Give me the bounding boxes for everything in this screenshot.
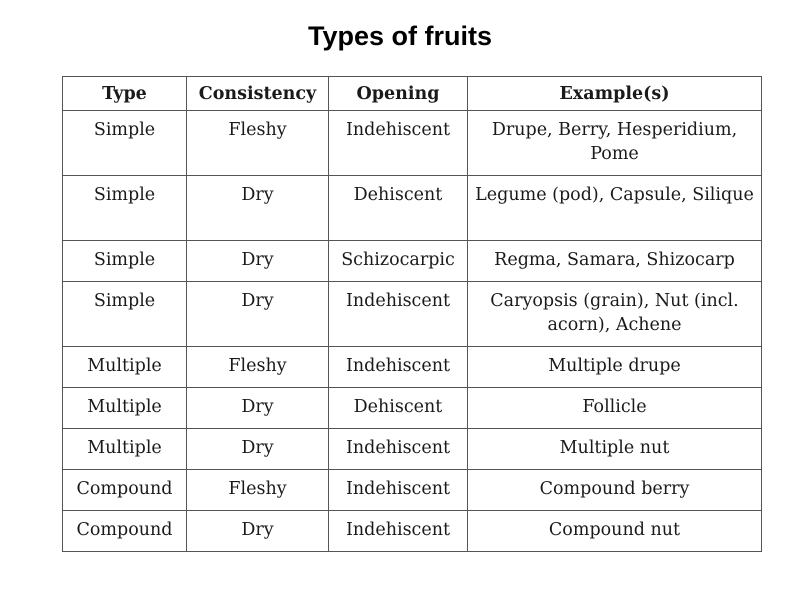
cell-examples: Compound nut bbox=[468, 511, 762, 552]
cell-examples: Follicle bbox=[468, 388, 762, 429]
cell-opening: Schizocarpic bbox=[329, 241, 468, 282]
cell-type: Compound bbox=[63, 511, 187, 552]
cell-opening: Dehiscent bbox=[329, 388, 468, 429]
cell-consistency: Fleshy bbox=[187, 347, 329, 388]
cell-opening: Indehiscent bbox=[329, 511, 468, 552]
cell-consistency: Fleshy bbox=[187, 111, 329, 176]
cell-type: Multiple bbox=[63, 388, 187, 429]
cell-type: Simple bbox=[63, 111, 187, 176]
header-type: Type bbox=[63, 77, 187, 111]
table-row bbox=[63, 282, 762, 347]
table-row bbox=[63, 511, 762, 552]
table-row bbox=[63, 388, 762, 429]
cell-consistency: Fleshy bbox=[187, 470, 329, 511]
table-row bbox=[63, 347, 762, 388]
cell-opening: Dehiscent bbox=[329, 176, 468, 241]
cell-consistency: Dry bbox=[187, 176, 329, 241]
cell-type: Multiple bbox=[63, 347, 187, 388]
table-header-row bbox=[63, 77, 762, 111]
fruit-types-table bbox=[62, 76, 762, 552]
cell-opening: Indehiscent bbox=[329, 347, 468, 388]
cell-examples: Drupe, Berry, Hesperidium, Pome bbox=[468, 111, 762, 176]
cell-examples: Multiple nut bbox=[468, 429, 762, 470]
table-row bbox=[63, 176, 762, 241]
header-examples: Example(s) bbox=[468, 77, 762, 111]
page-title: Types of fruits bbox=[307, 21, 493, 51]
cell-examples: Compound berry bbox=[468, 470, 762, 511]
cell-consistency: Dry bbox=[187, 388, 329, 429]
cell-type: Simple bbox=[63, 241, 187, 282]
table-row bbox=[63, 241, 762, 282]
cell-examples: Multiple drupe bbox=[468, 347, 762, 388]
table-row bbox=[63, 429, 762, 470]
cell-consistency: Dry bbox=[187, 282, 329, 347]
table-row bbox=[63, 470, 762, 511]
cell-opening: Indehiscent bbox=[329, 470, 468, 511]
header-opening: Opening bbox=[329, 77, 468, 111]
cell-consistency: Dry bbox=[187, 241, 329, 282]
cell-opening: Indehiscent bbox=[329, 111, 468, 176]
cell-examples: Caryopsis (grain), Nut (incl. acorn), Achene bbox=[468, 282, 762, 347]
cell-examples: Regma, Samara, Shizocarp bbox=[468, 241, 762, 282]
cell-type: Simple bbox=[63, 282, 187, 347]
cell-opening: Indehiscent bbox=[329, 429, 468, 470]
header-consistency: Consistency bbox=[187, 77, 329, 111]
cell-examples: Legume (pod), Capsule, Silique bbox=[468, 176, 762, 241]
cell-type: Multiple bbox=[63, 429, 187, 470]
cell-consistency: Dry bbox=[187, 511, 329, 552]
cell-type: Simple bbox=[63, 176, 187, 241]
table-row bbox=[63, 111, 762, 176]
cell-type: Compound bbox=[63, 470, 187, 511]
cell-consistency: Dry bbox=[187, 429, 329, 470]
cell-opening: Indehiscent bbox=[329, 282, 468, 347]
